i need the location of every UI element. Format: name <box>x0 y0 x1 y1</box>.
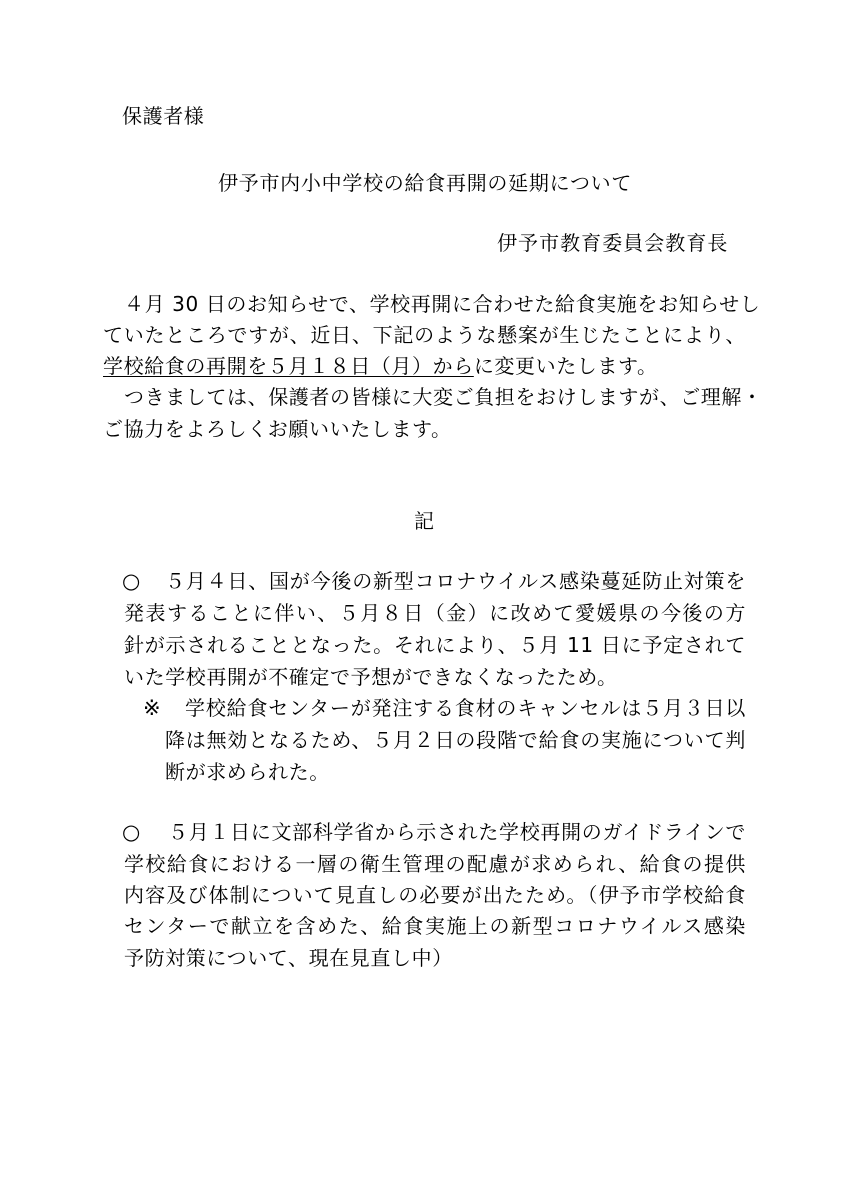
item-line: 予防対策について、現在見直し中） <box>124 946 453 970</box>
item-line: いた学校再開が不確定で予想ができなくなったため。 <box>124 665 618 689</box>
sender: 伊予市教育委員会教育長 <box>497 231 728 255</box>
note-line: 断が求められた。 <box>165 760 330 784</box>
underlined-change-notice: 学校給食の再開を５月１８日（月）から <box>103 354 474 378</box>
intro-line: つきましては、保護者の皆様に大変ご負担をおけしますが、ご理解・ <box>124 385 763 409</box>
item-line: 針が示されることとなった。それにより、５月 11 日に予定されて <box>124 633 746 657</box>
circle-bullet-icon: ○ <box>122 820 141 844</box>
note-line: 学校給食センターが発注する食材のキャンセルは５月３日以 <box>185 696 746 720</box>
item-line: 学校給食における一層の衛生管理の配慮が求められ、給食の提供 <box>124 852 746 876</box>
intro-line-rest: に変更いたします。 <box>473 354 658 378</box>
intro-line: ４月 30 日のお知らせで、学校再開に合わせた給食実施をお知らせし <box>124 292 761 316</box>
intro-line <box>103 354 658 378</box>
intro-line: ご協力をよろしくお願いいたします。 <box>103 417 452 441</box>
item-line: センターで献立を含めた、給食実施上の新型コロナウイルス感染 <box>124 914 746 938</box>
record-heading: 記 <box>414 509 435 533</box>
reference-mark-icon: ※ <box>143 696 162 720</box>
item-line: ５月１日に文部科学省から示された学校再開のガイドラインで <box>168 820 746 844</box>
note-line: 降は無効となるため、５月２日の段階で給食の実施について判 <box>165 728 746 752</box>
intro-line: ていたところですが、近日、下記のような懸案が生じたことにより、 <box>103 323 746 347</box>
document-title: 伊予市内小中学校の給食再開の延期について <box>218 171 632 195</box>
item-line: 発表することに伴い、５月８日（金）に改めて愛媛県の今後の方 <box>124 601 746 625</box>
recipient: 保護者様 <box>122 104 205 128</box>
item-line: ５月４日、国が今後の新型コロナウイルス感染蔓延防止対策を <box>165 569 746 593</box>
circle-bullet-icon: ○ <box>122 569 141 593</box>
item-line: 内容及び体制について見直しの必要が出たため。（伊予市学校給食 <box>124 883 746 907</box>
